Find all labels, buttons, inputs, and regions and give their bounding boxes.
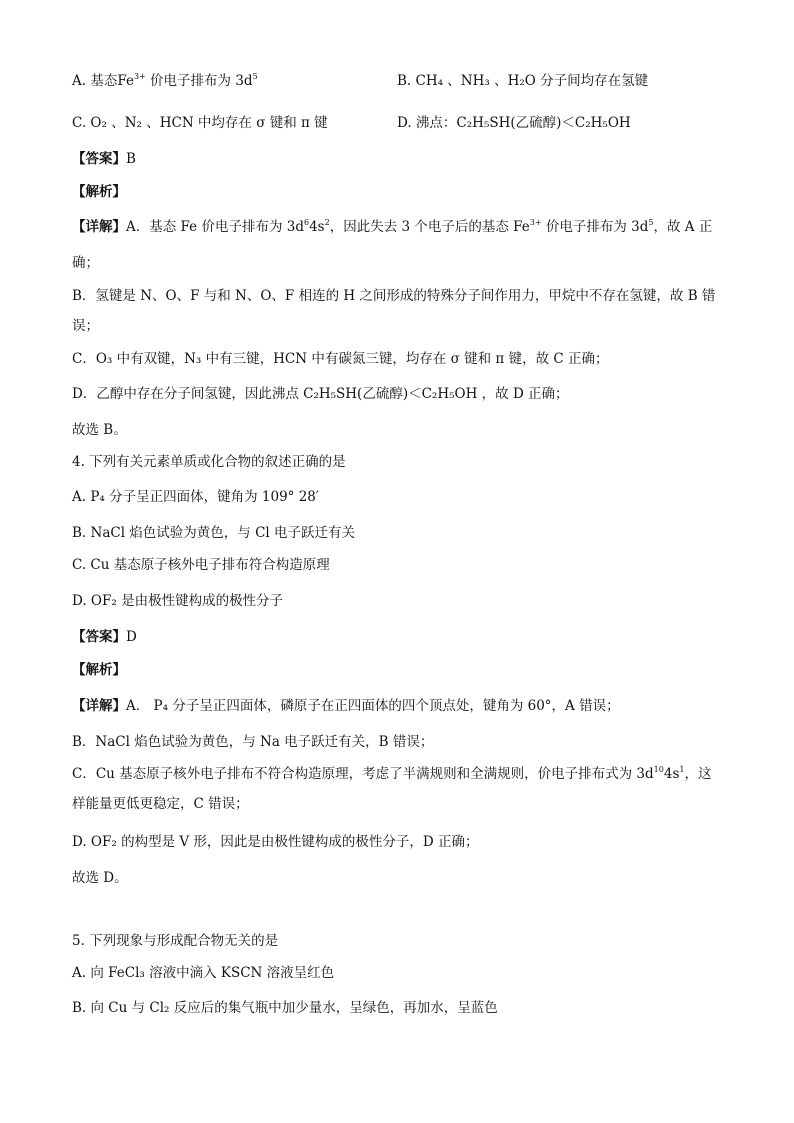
q3-detail-a-part4: ，故 A 正 (653, 219, 713, 235)
q3-detail-a-sup3: 3+ (529, 218, 542, 227)
q4-detail-c (72, 765, 711, 783)
q4-analysis-label: 【解析】 (72, 662, 126, 678)
q4-detail-c-cont: 样能量更低更稳定，C 错误； (72, 796, 249, 812)
q4-option-c: C. Cu 基态原子核外电子排布符合构造原理 (72, 557, 330, 573)
q3-detail-tag: 【详解】 (72, 219, 126, 235)
q4-detail-tag: 【详解】 (72, 698, 126, 714)
q4-detail-a (72, 697, 620, 715)
q3-option-c: C. O₂ 、N₂ 、HCN 中均存在 σ 键和 π 键 (72, 115, 328, 131)
q3-analysis-tag (72, 183, 126, 201)
q4-analysis-tag (72, 661, 126, 679)
q3-option-a-prefix: A. 基态 (72, 73, 118, 89)
q3-detail-a-mid: 4s (309, 219, 325, 235)
q3-analysis-label: 【解析】 (72, 184, 126, 200)
q4-detail-b: B．NaCl 焰色试验为黄色，与 Na 电子跃迁有关，B 错误； (72, 734, 434, 750)
q4-detail-d: D. OF₂ 的构型是 V 形，因此是由极性键构成的极性分子，D 正确； (72, 834, 479, 850)
q3-option-a-sup2: 5 (252, 72, 258, 81)
q4-conclusion: 故选 D。 (72, 870, 128, 886)
q4-option-a: A. P₄ 分子呈正四面体，键角为 109° 28′ (72, 489, 319, 505)
q3-detail-a (72, 218, 712, 236)
q3-detail-a-sup1: 6 (303, 218, 310, 227)
q3-detail-b-cont: 误； (72, 318, 99, 334)
q3-option-a-fe: Fe (117, 73, 134, 89)
q3-option-d: D. 沸点：C₂H₅SH(乙硫醇)＜C₂H₅OH (397, 115, 631, 131)
q5-stem: 5. 下列现象与形成配合物无关的是 (72, 933, 279, 949)
q3-conclusion: 故选 B。 (72, 422, 127, 438)
q4-detail-c-sup2: 1 (679, 765, 685, 774)
q5-option-a: A. 向 FeCl₃ 溶液中滴入 KSCN 溶液呈红色 (72, 965, 335, 981)
q3-answer (72, 150, 136, 168)
q4-option-d: D. OF₂ 是由极性键构成的极性分子 (72, 593, 284, 609)
q3-option-a (72, 72, 258, 90)
q4-stem: 4. 下列有关元素单质或化合物的叙述正确的是 (72, 454, 346, 470)
q4-answer (72, 628, 137, 646)
q4-detail-a-text: A． P₄ 分子呈正四面体，磷原子在正四面体的四个顶点处，键角为 60°，A 错误； (126, 698, 620, 714)
q3-detail-a-cont: 确； (72, 255, 99, 271)
q3-option-a-sup: 3+ (133, 72, 146, 81)
q4-detail-c-sup1: 10 (653, 765, 664, 774)
q4-detail-c-mid: 4s (663, 766, 680, 782)
q4-answer-value: D (126, 629, 137, 645)
q3-detail-a-part1: A．基态 Fe 价电子排布为 3d (126, 219, 304, 235)
q3-detail-d: D．乙醇中存在分子间氢键，因此沸点 C₂H₅SH(乙硫醇)＜C₂H₅OH ，故 D 正确； (72, 386, 569, 402)
q3-detail-b: B．氢键是 N、O、F 与和 N、O、F 相连的 H 之间形成的特殊分子间作用力，甲烷中不存在氢键，故 B 错 (72, 288, 716, 304)
q3-option-a-text: 价电子排布为 3d (145, 73, 253, 89)
q4-detail-c-part1: C．Cu 基态原子核外电子排布不符合构造原理，考虑了半满规则和全满规则，价电子排布式为 3d (72, 766, 654, 782)
q4-answer-tag: 【答案】 (72, 629, 126, 645)
q3-answer-tag: 【答案】 (72, 151, 126, 167)
q5-option-b: B. 向 Cu 与 Cl₂ 反应后的集气瓶中加少量水，呈绿色，再加水，呈蓝色 (72, 1000, 498, 1016)
q4-detail-c-part2: ，这 (684, 766, 712, 782)
q3-option-b: B. CH₄ 、NH₃ 、H₂O 分子间均存在氢键 (397, 73, 649, 89)
q4-option-b: B. NaCl 焰色试验为黄色，与 Cl 电子跃迁有关 (72, 525, 356, 541)
q3-detail-c: C．O₃ 中有双键，N₃ 中有三键，HCN 中有碳氮三键，均存在 σ 键和 π 键，故 C 正确； (72, 351, 609, 367)
q3-answer-value: B (126, 151, 136, 167)
q3-detail-a-part2: ，因此失去 3 个电子后的基态 Fe (329, 219, 530, 235)
q3-detail-a-sup2: 2 (324, 218, 330, 227)
q3-detail-a-part3: 价电子排布为 3d (541, 219, 649, 235)
q3-detail-a-sup4: 5 (648, 218, 654, 227)
